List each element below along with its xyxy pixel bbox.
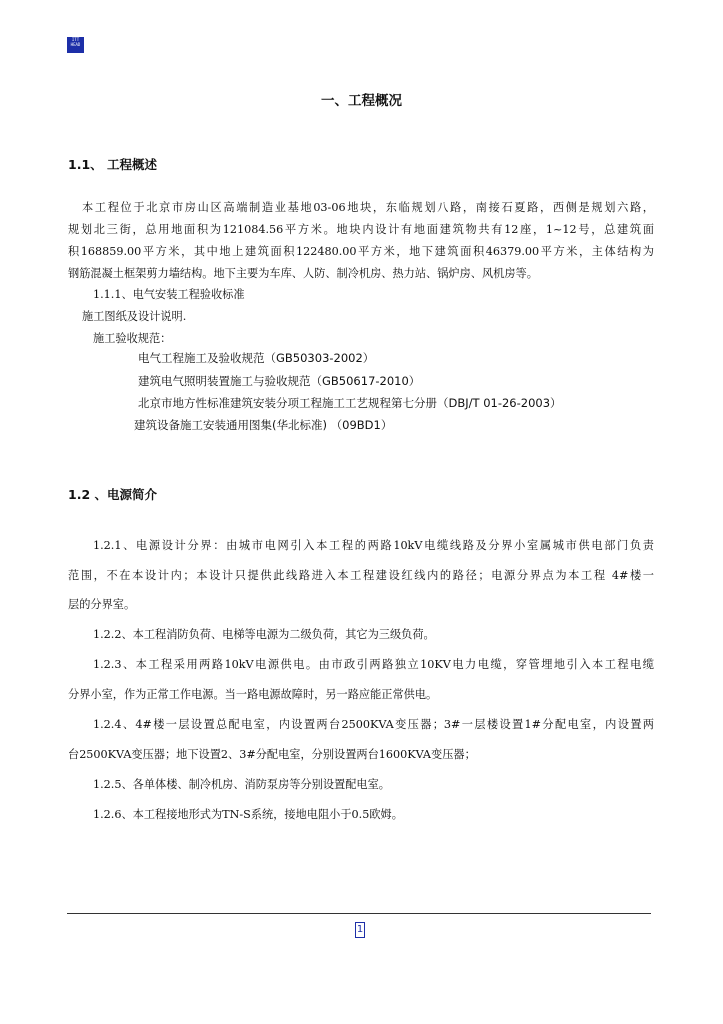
drawings-note: 施工图纸及设计说明. (82, 310, 187, 323)
overview-line-3: 积168859.00平方米，其中地上建筑面积122480.00平方米，地下建筑面积46379.00平方米，主体结构为 (68, 245, 654, 258)
spec-label: 施工验收规范： (93, 332, 172, 345)
spec-item-3: 北京市地方性标准建筑安装分项工程施工工艺规程第七分册（DBJ/T 01-26-2003） (138, 396, 562, 410)
overview-line-2: 规划北三街，总用地面积为121084.56平方米。地块内设计有地面建筑物共有12座，1~12号，总建筑面 (68, 223, 654, 236)
spec-item-4: 建筑设备施工安装通用图集(华北标准) （09BD1） (134, 418, 393, 432)
power-p1-line-3: 层的分界室。 (68, 598, 136, 611)
power-p4-line-1: 1.2.4、4#楼一层设置总配电室，内设置两台2500KVA变压器；3#一层楼设置1#分配电室，内设置两 (93, 718, 654, 731)
page-title: 一、工程概况 (321, 93, 402, 109)
power-p4-line-2: 台2500KVA变压器；地下设置2、3#分配电室，分别设置两台1600KVA变压器； (68, 748, 476, 761)
overview-line-1: 本工程位于北京市房山区高端制造业基地03-06地块，东临规划八路，南接石夏路，西侧是规划六路， (82, 201, 654, 214)
sub-heading-1-1-1: 1.1.1、电气安装工程验收标准 (93, 288, 245, 301)
page-number: 1 (355, 922, 365, 938)
section-1-2-heading: 1.2 、电源简介 (68, 487, 157, 502)
power-p2: 1.2.2、本工程消防负荷、电梯等电源为二级负荷，其它为三级负荷。 (93, 628, 435, 641)
power-p1-line-2: 范围，不在本设计内；本设计只提供此线路进入本工程建设红线内的路径；电源分界点为本工程 4#楼一 (68, 569, 654, 582)
logo-line-1: ITT (71, 37, 80, 42)
power-p3-line-2: 分界小室，作为正常工作电源。当一路电源故障时，另一路应能正常供电。 (68, 688, 438, 701)
spec-item-1: 电气工程施工及验收规范（GB50303-2002） (138, 351, 375, 365)
power-p5: 1.2.5、各单体楼、制冷机房、消防泵房等分别设置配电室。 (93, 778, 390, 791)
section-1-1-heading: 1.1、 工程概述 (68, 157, 157, 172)
overview-line-4: 钢筋混凝土框架剪力墙结构。地下主要为车库、人防、制冷机房、热力站、锅炉房、风机房等。 (68, 267, 538, 280)
footer-divider (67, 913, 651, 914)
power-p3-line-1: 1.2.3、本工程采用两路10kV电源供电。由市政引两路独立10KV电力电缆，穿管埋地引入本工程电缆 (93, 658, 654, 671)
logo-line-2: HEAD (70, 42, 81, 47)
spec-item-2: 建筑电气照明装置施工与验收规范（GB50617-2010） (138, 374, 421, 388)
power-p1-line-1: 1.2.1、电源设计分界：由城市电网引入本工程的两路10kV电缆线路及分界小室属城市供电部门负责 (93, 539, 654, 552)
power-p6: 1.2.6、本工程接地形式为TN-S系统，接地电阻小于0.5欧姆。 (93, 808, 403, 821)
company-logo (67, 37, 84, 53)
